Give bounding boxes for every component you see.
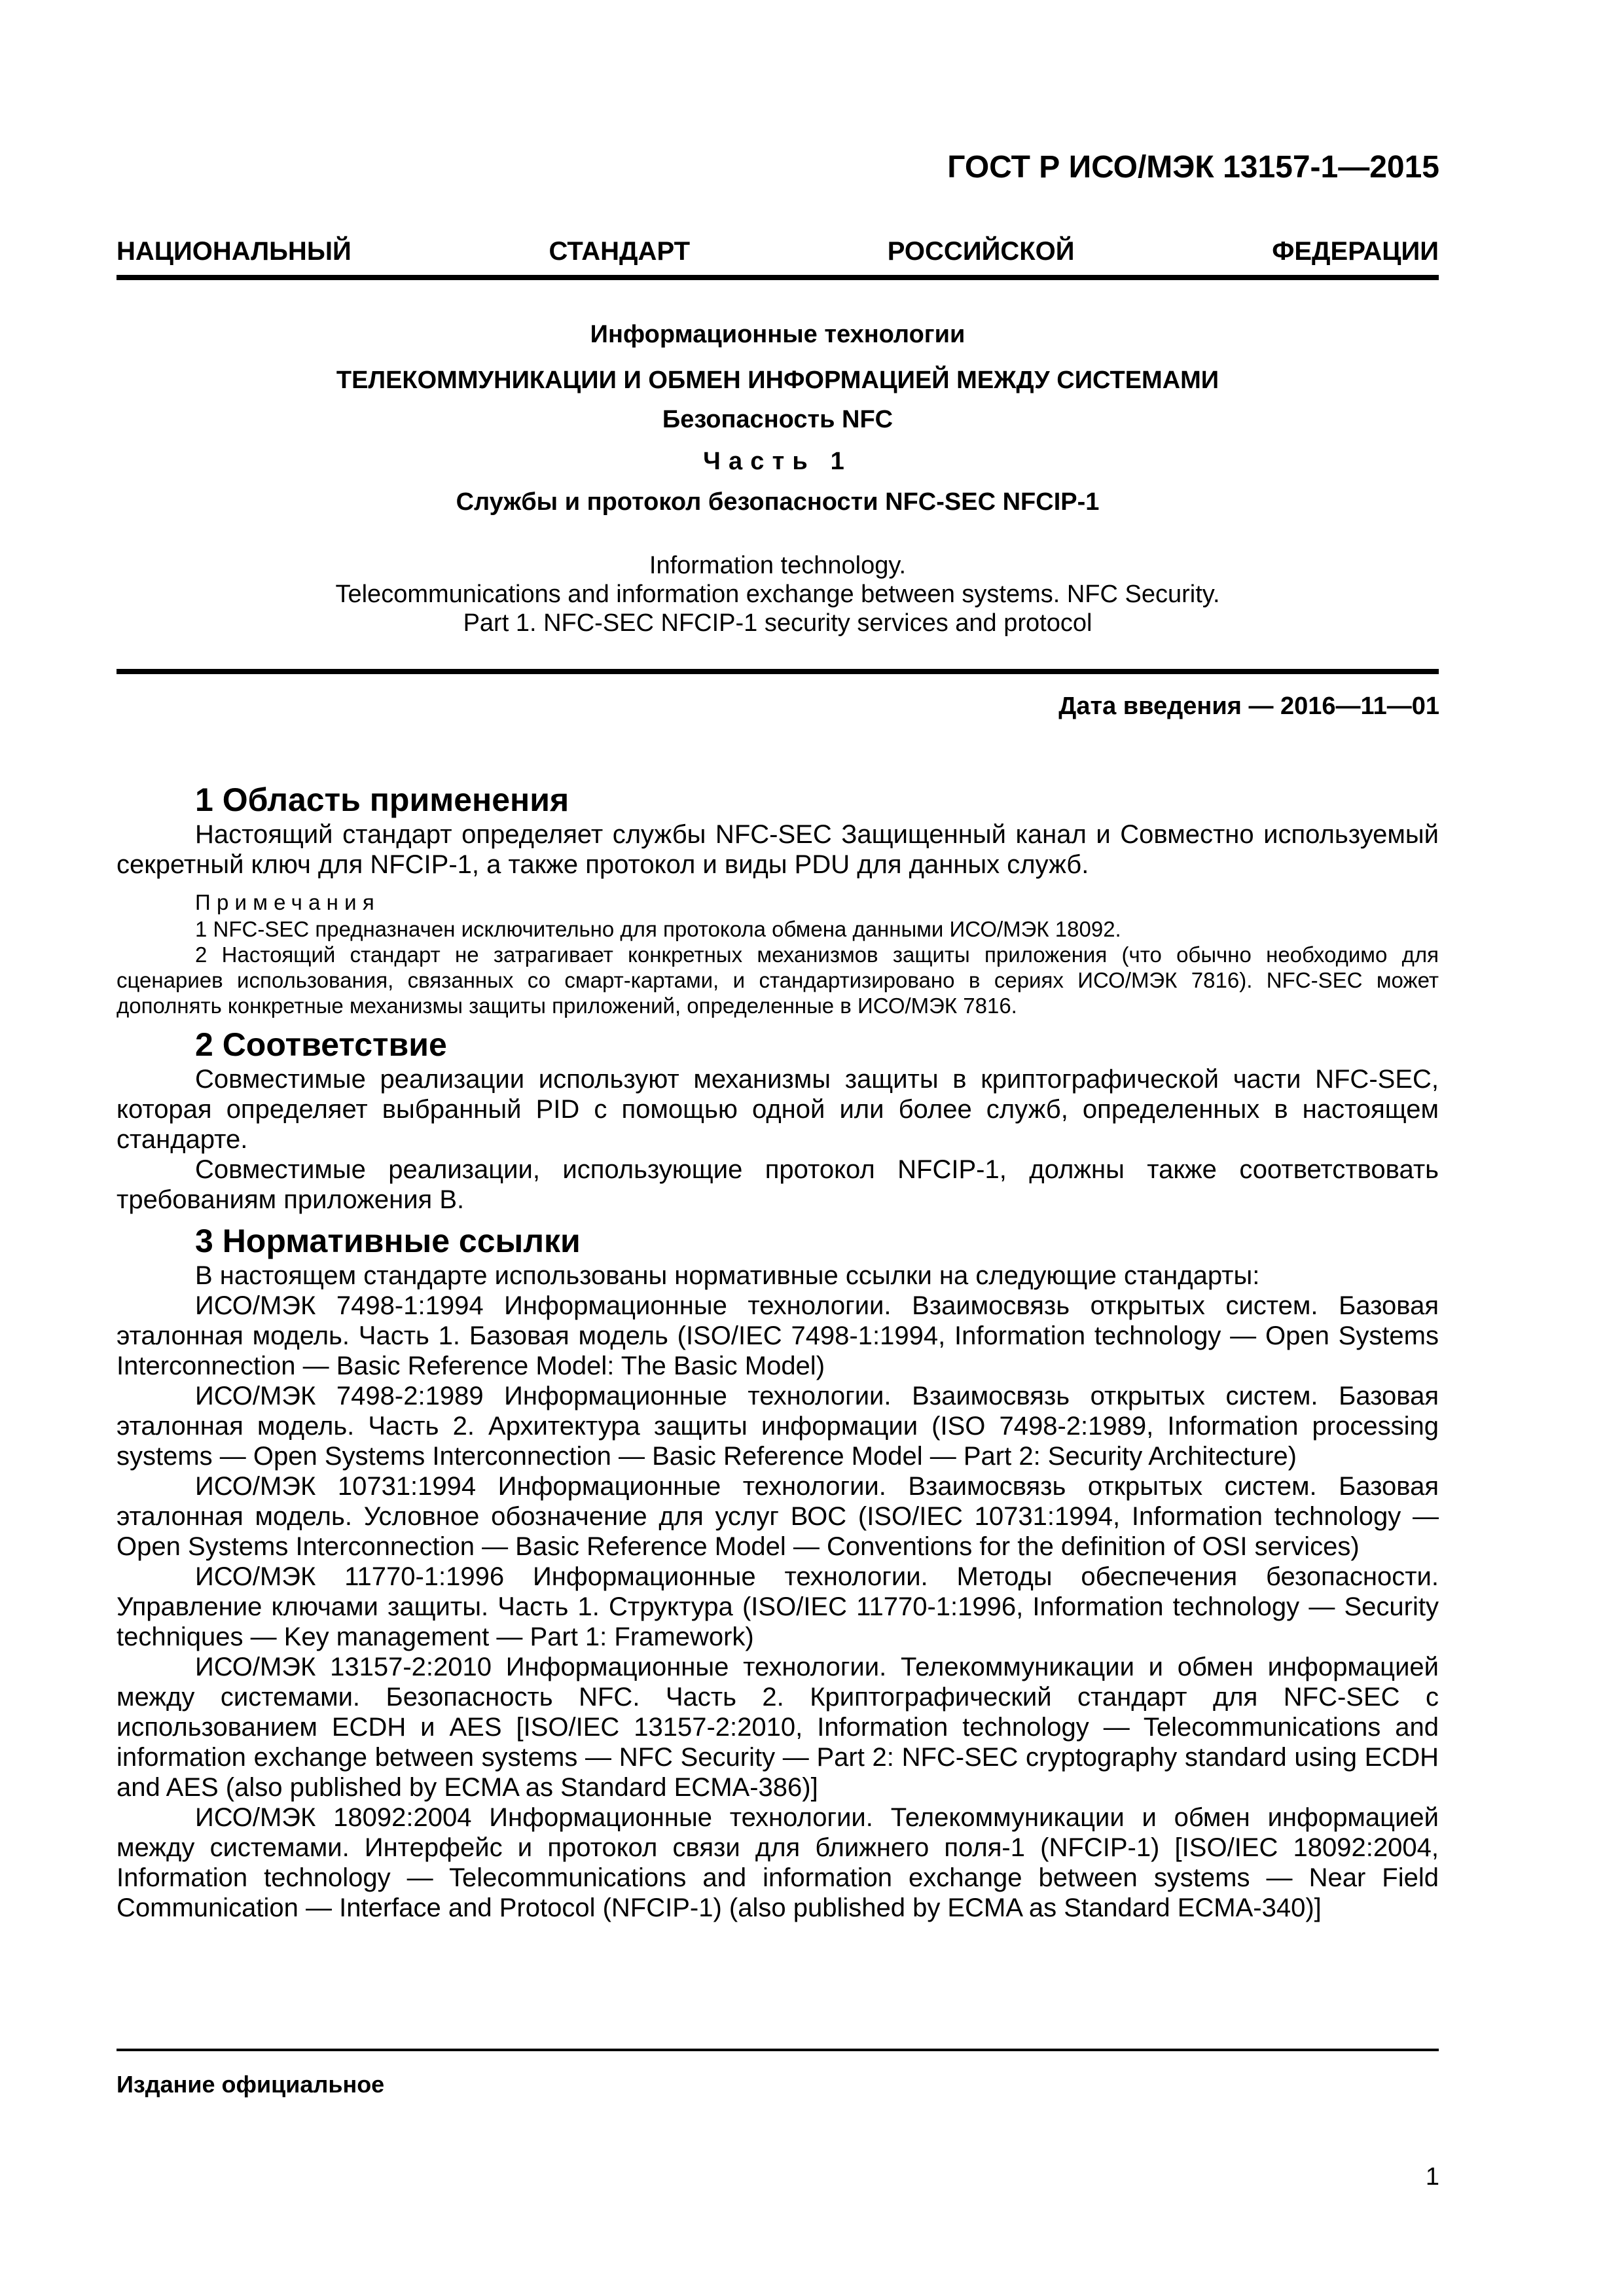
footer-rule <box>117 2049 1439 2051</box>
normative-reference: ИСО/МЭК 7498-1:1994 Информационные технологии. Взаимосвязь открытых систем. Базовая эталонная модель. Часть 1. Базовая модель (ISO/IEC 7498-1:1994, Information technology — Open Systems Interconnection — Basic Reference Model: The Basic Model) <box>117 1291 1439 1380</box>
title-sub: Безопасность NFC <box>662 406 893 433</box>
note-item: 1 NFC-SEC предназначен исключительно для протокола обмена данными ИСО/МЭК 18092. <box>195 917 1121 941</box>
document-body <box>117 780 1439 1923</box>
standard-code: ГОСТ Р ИСО/МЭК 13157-1—2015 <box>947 150 1439 185</box>
page-number: 1 <box>1425 2163 1439 2191</box>
section-3-heading: 3 Нормативные ссылки <box>195 1223 581 1259</box>
title-part: Часть 1 <box>703 448 852 475</box>
title-main: ТЕЛЕКОММУНИКАЦИИ И ОБМЕН ИНФОРМАЦИЕЙ МЕЖДУ СИСТЕМАМИ <box>336 367 1219 394</box>
normative-reference: ИСО/МЭК 7498-2:1989 Информационные технологии. Взаимосвязь открытых систем. Базовая эталонная модель. Часть 2. Архитектура защиты информации (ISO 7498-2:1989, Information processing systems — Open Systems Interconnection — Basic Reference Model — Part 2: Security Architecture) <box>117 1382 1439 1471</box>
section-2-paragraph: Совместимые реализации, использующие протокол NFCIP-1, должны также соответствовать требованиям приложения В. <box>117 1155 1439 1214</box>
english-title <box>117 551 1439 637</box>
english-title-line: Telecommunications and information exchange between systems. NFC Security. <box>335 581 1220 608</box>
header-rule <box>117 275 1439 280</box>
notes-heading: Примечания <box>195 890 380 914</box>
english-title-line: Information technology. <box>649 552 907 579</box>
section-3-paragraph: В настоящем стандарте использованы нормативные ссылки на следующие стандарты: <box>195 1261 1260 1290</box>
title-category: Информационные технологии <box>590 321 965 348</box>
note-item: 2 Настоящий стандарт не затрагивает конкретных механизмов защиты приложения (что обычно необходимо для сценариев использования, связанных со смарт-картами, и стандартизировано в сериях ИСО/МЭК 7816). NFC-SEC может дополнять конкретные механизмы защиты приложений, определенные в ИСО/МЭК 7816. <box>117 942 1439 1018</box>
introduction-date: Дата введения — 2016—11—01 <box>1058 692 1439 720</box>
title-rule <box>117 669 1439 674</box>
section-1-heading: 1 Область применения <box>195 781 569 818</box>
normative-reference: ИСО/МЭК 10731:1994 Информационные технологии. Взаимосвязь открытых систем. Базовая эталонная модель. Условное обозначение для услуг ВОС (ISO/IEC 10731:1994, Information technology — Open Systems Interconnection — Basic Reference Model — Conventions for the definition of OSI services) <box>117 1472 1439 1561</box>
official-edition-label: Издание официальное <box>117 2071 385 2098</box>
normative-reference: ИСО/МЭК 11770-1:1996 Информационные технологии. Методы обеспечения безопасности. Управление ключами защиты. Часть 1. Структура (ISO/IEC 11770-1:1996, Information technology — Security techniques — Key management — Part 1: Framework) <box>117 1562 1439 1651</box>
english-title-line: Part 1. NFC-SEC NFCIP-1 security services and protocol <box>463 609 1092 637</box>
section-1-paragraph: Настоящий стандарт определяет службы NFC-SEC Защищенный канал и Совместно используемый секретный ключ для NFCIP-1, а также протокол и виды PDU для данных служб. <box>117 820 1439 879</box>
normative-reference: ИСО/МЭК 18092:2004 Информационные технологии. Телекоммуникации и обмен информацией между системами. Интерфейс и протокол связи для ближнего поля-1 (NFCIP-1) [ISO/IEC 18092:2004, Information technology — Telecommunications and information exchange between systems — Near Field Communication — Interface and Protocol (NFCIP-1) (also published by ECMA as Standard ECMA-340)] <box>117 1803 1439 1922</box>
normative-reference: ИСО/МЭК 13157-2:2010 Информационные технологии. Телекоммуникации и обмен информацией между системами. Безопасность NFC. Часть 2. Криптографический стандарт для NFC-SEC с использованием ECDH и AES [ISO/IEC 13157-2:2010, Information technology — Telecommunications and information exchange between systems — NFC Security — Part 2: NFC-SEC cryptography standard using ECDH and AES (also published by ECMA as Standard ECMA-386)] <box>117 1653 1439 1802</box>
section-2-heading: 2 Соответствие <box>195 1026 447 1063</box>
title-part-name: Службы и протокол безопасности NFC-SEC NFCIP-1 <box>456 488 1100 516</box>
section-2-paragraph: Совместимые реализации используют механизмы защиты в криптографической части NFC-SEC, которая определяет выбранный PID с помощью одной или более служб, определенных в настоящем стандарте. <box>117 1065 1439 1154</box>
national-standard-label: НАЦИОНАЛЬНЫЙ СТАНДАРТ РОССИЙСКОЙ ФЕДЕРАЦИИ <box>117 237 1439 266</box>
